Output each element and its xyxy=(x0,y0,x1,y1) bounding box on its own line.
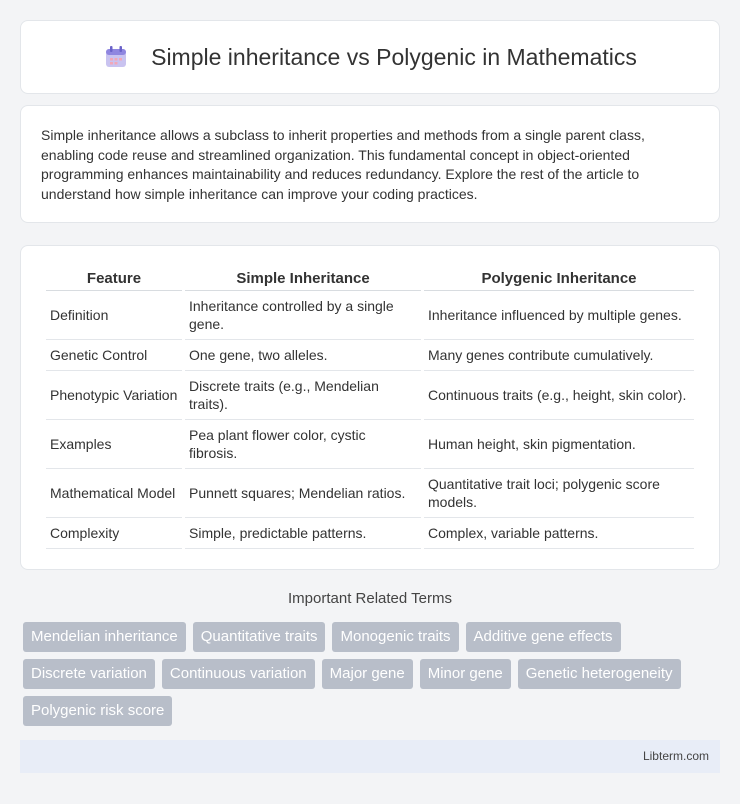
table-cell: One gene, two alleles. xyxy=(185,340,421,371)
comparison-table xyxy=(43,266,697,549)
tag-polygenic-risk-score[interactable]: Polygenic risk score xyxy=(23,696,172,726)
table-row xyxy=(46,291,694,340)
table-cell: Definition xyxy=(46,291,182,340)
table-row xyxy=(46,420,694,469)
tag-monogenic-traits[interactable]: Monogenic traits xyxy=(332,622,458,652)
table-cell: Complex, variable patterns. xyxy=(424,518,694,549)
table-cell: Phenotypic Variation xyxy=(46,371,182,420)
table-cell: Many genes contribute cumulatively. xyxy=(424,340,694,371)
table-cell: Examples xyxy=(46,420,182,469)
table-cell: Discrete traits (e.g., Mendelian traits). xyxy=(185,371,421,420)
table-cell: Punnett squares; Mendelian ratios. xyxy=(185,469,421,518)
table-header-row xyxy=(46,266,694,291)
header-polygenic: Polygenic Inheritance xyxy=(424,266,694,291)
intro-card xyxy=(20,105,720,223)
tag-mendelian-inheritance[interactable]: Mendelian inheritance xyxy=(23,622,186,652)
header-feature: Feature xyxy=(46,266,182,291)
table-cell: Complexity xyxy=(46,518,182,549)
table-cell: Inheritance influenced by multiple genes. xyxy=(424,291,694,340)
table-row xyxy=(46,518,694,549)
calendar-icon xyxy=(103,44,129,70)
table-cell: Simple, predictable patterns. xyxy=(185,518,421,549)
related-terms-title: Important Related Terms xyxy=(288,590,452,607)
tag-additive-gene-effects[interactable]: Additive gene effects xyxy=(466,622,621,652)
table-row xyxy=(46,340,694,371)
table-cell: Continuous traits (e.g., height, skin color). xyxy=(424,371,694,420)
tag-minor-gene[interactable]: Minor gene xyxy=(420,659,511,689)
table-cell: Inheritance controlled by a single gene. xyxy=(185,291,421,340)
tag-quantitative-traits[interactable]: Quantitative traits xyxy=(193,622,326,652)
title-card xyxy=(20,20,720,94)
header-simple: Simple Inheritance xyxy=(185,266,421,291)
footer-brand-link[interactable]: Libterm.com xyxy=(642,749,709,763)
tag-discrete-variation[interactable]: Discrete variation xyxy=(23,659,155,689)
tag-continuous-variation[interactable]: Continuous variation xyxy=(162,659,315,689)
tag-genetic-heterogeneity[interactable]: Genetic heterogeneity xyxy=(518,659,681,689)
table-cell: Genetic Control xyxy=(46,340,182,371)
footer xyxy=(20,740,720,773)
table-cell: Pea plant flower color, cystic fibrosis. xyxy=(185,420,421,469)
page-title: Simple inheritance vs Polygenic in Mathematics xyxy=(151,43,637,70)
intro-text: Simple inheritance allows a subclass to inherit properties and methods from a single parent class, enabling code reuse and streamlined organization. This fundamental concept in object-oriented programming enhances maintainability and reduces redundancy. Explore the rest of the article to understand how simple inheritance can improve your coding practices. xyxy=(41,127,645,202)
table-cell: Quantitative trait loci; polygenic score models. xyxy=(424,469,694,518)
comparison-card xyxy=(20,245,720,570)
table-cell: Mathematical Model xyxy=(46,469,182,518)
tag-major-gene[interactable]: Major gene xyxy=(322,659,413,689)
table-row xyxy=(46,469,694,518)
related-terms-list xyxy=(23,622,723,733)
table-row xyxy=(46,371,694,420)
table-cell: Human height, skin pigmentation. xyxy=(424,420,694,469)
